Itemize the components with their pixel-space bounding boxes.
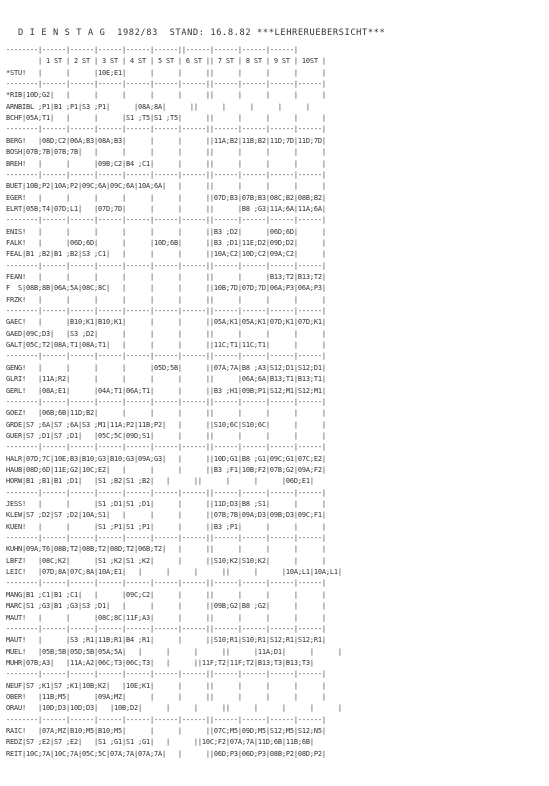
- table-row-line: HORW|B1 ;B1|B1 ;D1| |S1 ;B2|S1 ;B2| | || | | |06D;E1|: [6, 477, 314, 486]
- table-row-line: RAIC! |07A;MZ|B10;M5|B10;M5| | | ||07C;M5|09D;M5|S12;M5|S12;N5|: [6, 727, 326, 735]
- document-title: D I E N S T A G 1982/83 STAND: 16.8.82 ***LEHRERUEBERSICHT***: [18, 28, 386, 38]
- table-row-line: KLEW|S7 ;D2|S7 ;D2|10A;S1| | | | ||07B;7B|09A;D3|09B;D3|09C;F1|: [6, 511, 326, 520]
- table-row-line: FALK! | |06D;6D| | |10D;6B| ||B3 ;D1|11E;D2|09D;D2| |: [6, 238, 326, 247]
- table-row-line: GLRI! |11A;R2| | | | | || |06A;6A|B13;T1|B13;T1|: [6, 375, 326, 384]
- table-row-line: KUEN! | | |S1 ;P1|S1 ;P1| | ||B3 ;P1| | | |: [6, 522, 326, 531]
- table-row-line: --------|------|------|------|------|------|------||------|------|------|------|: [6, 261, 326, 270]
- table-row-line: MANG|B1 ;C1|B1 ;C1| | |09C;C2| | || | | | |: [6, 590, 326, 599]
- table-row-line: REIT|10C;7A|10C;7A|05C;5C|07A;7A|07A;7A| | ||06D;P3|06D;P3|08B;P2|08D;P2|: [6, 749, 326, 758]
- table-row-line: GENG! | | | | |05D;5B| ||07A;7A|B8 ;A3|S12;D1|S12;D1|: [6, 363, 326, 372]
- table-row-line: GALT|05C;T2|08A;T1|08A;T1| | | | ||11C;T1|11C;T1| | |: [6, 341, 326, 350]
- table-row-line: OBER! |11B;M5| |09A;MZ| | | || | | | |: [6, 692, 326, 701]
- table-row-line: --------|------|------|------|------|------|------||------|------|------|------|: [6, 715, 326, 724]
- table-row-line: LEIC! |07D;8A|07C;8A|10A;E1| | | | || | |10A;L1|10A;L1|: [6, 568, 342, 577]
- table-row-line: REDZ|S7 ;E2|S7 ;E2| |S1 ;G1|S1 ;G1| | ||10C;F2|07A;7A|11D;6B|11B;6B|: [6, 738, 314, 747]
- table-row-line: --------|------|------|------|------|------|------||------|------|------|------|: [6, 216, 326, 225]
- table-row-line: JESS! | | |S1 ;D1|S1 ;D1| | ||11D;D3|B8 ;S1| | |: [6, 500, 326, 508]
- table-row-line: LBFZ! |08C;K2| |S1 ;K2|S1 ;K2| | ||S10;K2|S10;K2| | |: [6, 556, 326, 565]
- table-header-line: | 1 ST | 2 ST | 3 ST | 4 ST | 5 ST | 6 ST || 7 ST | 8 ST | 9 ST | 10ST |: [6, 57, 326, 66]
- table-row-line: ARNBIBL ;P1|B1 ;P1|S3 ;P1| |08A;8A| || | | | |: [6, 102, 310, 111]
- table-row-line: FRZK! | | | | | | || | | | |: [6, 295, 326, 304]
- table-row-line: --------|------|------|------|------|------|------||------|------|------|------|: [6, 443, 326, 452]
- table-row-line: --------|------|------|------|------|------|------||------|------|------|------|: [6, 534, 326, 543]
- table-row-line: --------|------|------|------|------|------|------||------|------|------|------|: [6, 307, 326, 316]
- table-row-line: F S|08B;8B|06A;5A|08C;8C| | | | ||10B;7D|07D;7D|06A;P3|06A;P3|: [6, 284, 326, 293]
- table-row-line: GAEC! | |B10;K1|B10;K1| | | ||05A;K1|05A;K1|07D;K1|07D;K1|: [6, 318, 326, 327]
- table-row-line: BCHF|05A;T1| | | |S1 ;T5|S1 ;T5| || | | | |: [6, 114, 326, 123]
- table-row-line: --------|------|------|------|------|------|------||------|------|------|------|: [6, 352, 326, 361]
- table-row-line: --------|------|------|------|------|------|------||------|------|------|------|: [6, 488, 326, 497]
- table-row-line: MAUT! | | |08C;8C|11F;A3| | || | | | |: [6, 613, 326, 622]
- table-row-line: *STU! | | |10E;E1| | | || | | | |: [6, 68, 326, 77]
- table-row-line: --------|------|------|------|------|------|------||------|------|------|------|: [6, 80, 326, 89]
- table-row-line: BUET|10B;P2|10A;P2|09C;6A|09C;6A|10A;6A| | || | | | |: [6, 182, 326, 191]
- table-header-line: --------|------|------|------|------|------||------|------|------|------|: [6, 46, 298, 54]
- table-row-line: GRDE|S7 ;6A|S7 ;6A|S3 ;M1|11A;P2|11B;P2| | ||S10;6C|S10;6C| | |: [6, 420, 326, 429]
- table-row-line: KUHN|09A;T6|08B;T2|08B;T2|08D;T2|06B;T2| | || | | | |: [6, 545, 326, 554]
- table-row-line: ELRT|05B;T4|07D;L1| |07D;7D| | | || |B8 ;G3|11A;6A|11A;6A|: [6, 204, 326, 213]
- table-row-line: EGER! | | | | | | ||07D;B3|07B;B3|08C;B2|08B;B2|: [6, 193, 326, 202]
- table-row-line: MAUT! | |S3 ;R1|11B;R1|B4 ;R1| | ||S10;R1|S10;R1|S12;R1|S12;R1|: [6, 636, 326, 645]
- table-row-line: GAED|09C;D3| |S3 ;D2| | | | || | | | |: [6, 329, 326, 338]
- table-row-line: HALR|07D;7C|10E;B3|B10;G3|B10;G3|09A;G3| | ||10D;G1|B8 ;G1|09C;G1|07C;E2|: [6, 454, 326, 463]
- table-row-line: --------|------|------|------|------|------|------||------|------|------|------|: [6, 579, 326, 588]
- table-row-line: --------|------|------|------|------|------|------||------|------|------|------|: [6, 670, 326, 679]
- table-row-line: BERG! |08D;C2|06A;B3|08A;B3| | | ||11A;B2|11B;B2|11D;7D|11D;7D|: [6, 136, 326, 145]
- table-row-line: NEUF|S7 ;K1|S7 ;K1|10B;K2| |10E;K1| | || | | | |: [6, 681, 326, 690]
- table-row-line: FEAN! | | | | | | || | |B13;T2|B13;T2|: [6, 273, 326, 281]
- table-row-line: FEAL|B1 ;B2|B1 ;B2|S3 ;C1| | | | ||10A;C2|10D;C2|09A;C2| |: [6, 250, 326, 259]
- table-row-line: MARC|S1 ;G3|B1 ;G3|S3 ;D1| | | | ||09B;G2|B8 ;G2| | |: [6, 602, 326, 611]
- table-row-line: ORAU! |10D;D3|10D;D3| |10B;D2| | | || | | | |: [6, 704, 342, 713]
- table-row-line: --------|------|------|------|------|------|------||------|------|------|------|: [6, 397, 326, 406]
- table-row-line: HAUB|08D;6D|11E;G2|10C;E2| | | | ||B3 ;F1|10B;F2|07B;G2|09A;F2|: [6, 465, 326, 474]
- table-row-line: BREH! | | |09B;C2|B4 ;C1| | || | | | |: [6, 159, 326, 168]
- table-row-line: --------|------|------|------|------|------|------||------|------|------|------|: [6, 624, 326, 633]
- table-row-line: BOSH|07B;7B|07B;7B| | | | | || | | | |: [6, 148, 326, 157]
- table-row-line: GERL! |08A;E1| |04A;T1|06A;T1| | ||B3 ;H1|09B;P1|S12;M1|S12;M1|: [6, 386, 326, 395]
- table-row-line: --------|------|------|------|------|------|------||------|------|------|------|: [6, 125, 326, 134]
- table-row-line: GUER|S7 ;D1|S7 ;D1| |05C;5C|09D;S1| | || | | | |: [6, 431, 326, 440]
- table-row-line: MUHR|07B;A3| |11A;A2|06C;T3|06C;T3| | ||11F;T2|11F;T2|B13;T3|B13;T3|: [6, 658, 314, 667]
- table-row-line: MUEL! |05B;5B|05D;5B|05A;5A| | | | || |11A;D1| | |: [6, 647, 342, 656]
- table-row-line: --------|------|------|------|------|------|------||------|------|------|------|: [6, 170, 326, 179]
- table-row-line: ENIS! | | | | | | ||B3 ;D2| |06D;6D| |: [6, 227, 326, 236]
- table-row-line: *RIB|10D;G2| | | | | | || | | | |: [6, 91, 326, 100]
- table-row-line: GOEZ! |06B;6B|11D;B2| | | | || | | | |: [6, 409, 326, 418]
